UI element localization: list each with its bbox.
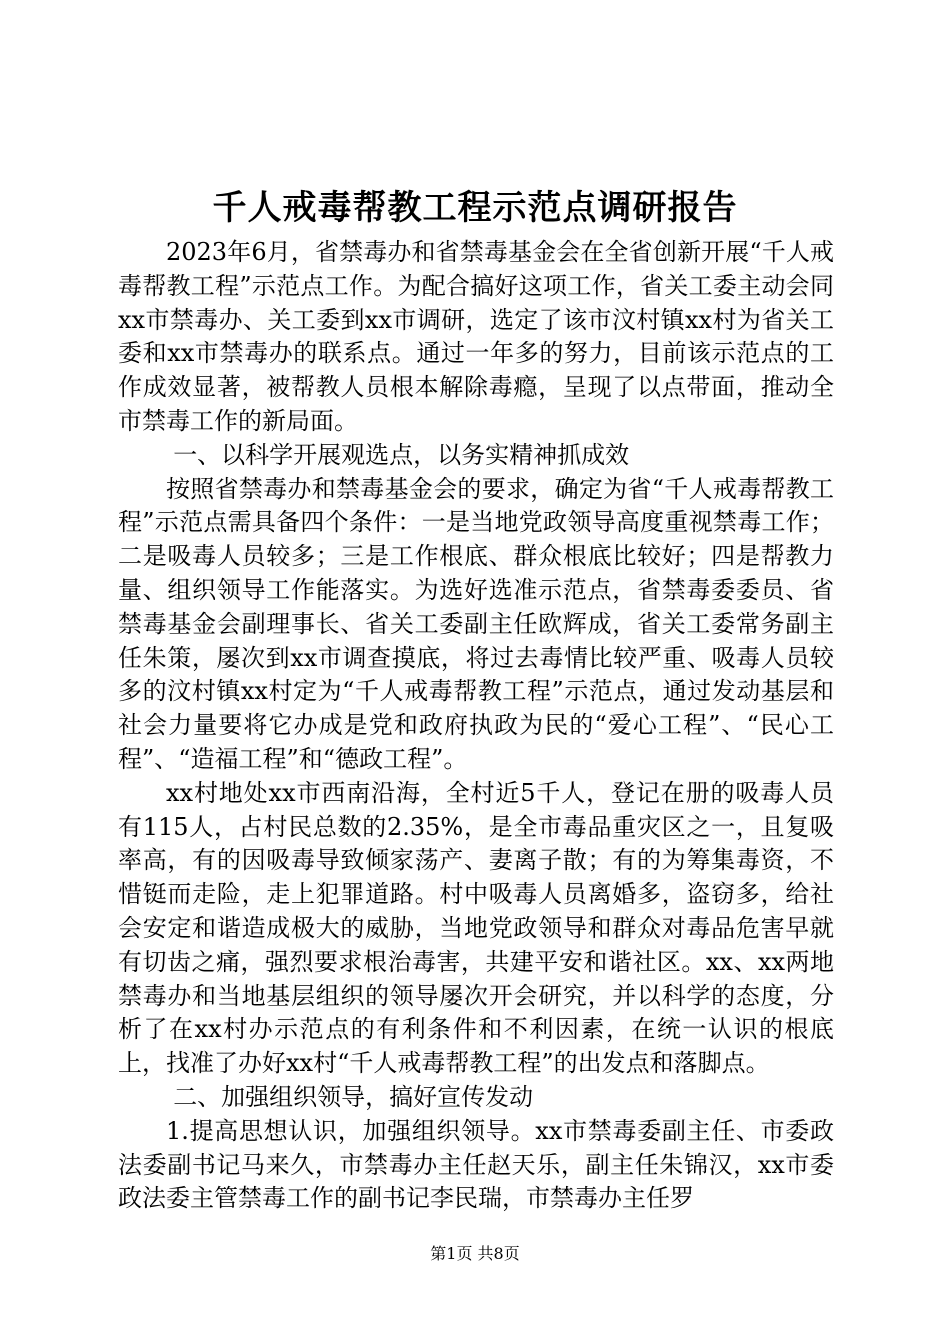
section-heading-2: 二、加强组织领导，搞好宣传发动 <box>173 1082 534 1111</box>
page-number-footer: 第1页 共8页 <box>430 1244 520 1263</box>
paragraph-organization: 1.提高思想认识，加强组织领导。xx市禁毒委副主任、市委政法委副书记马来久，市禁毒办主任赵天乐，副主任朱锦汉，xx市委政法委主管禁毒工作的副书记李民瑞，市禁毒办主任罗 <box>118 1116 834 1213</box>
document-title: 千人戒毒帮教工程示范点调研报告 <box>212 188 738 228</box>
section-heading-1: 一、以科学开展观选点，以务实精神抓成效 <box>173 440 630 469</box>
paragraph-conditions: 按照省禁毒办和禁毒基金会的要求，确定为省“千人戒毒帮教工程”示范点需具备四个条件：一是当地党政领导高度重视禁毒工作；二是吸毒人员较多；三是工作根底、群众根底比较好；四是帮教力量、组织领导工作能落实。为选好选准示范点，省禁毒委委员、省禁毒基金会副理事长、省关工委副主任欧辉成，省关工委常务副主任朱策，屡次到xx市调查摸底，将过去毒情比较严重、吸毒人员较多的汶村镇xx村定为“千人戒毒帮教工程”示范点，通过发动基层和社会力量要将它办成是党和政府执政为民的“爱心工程”、“民心工程”、“造福工程”和“德政工程”。 <box>118 474 834 773</box>
document-body <box>118 236 834 1216</box>
paragraph-intro: 2023年6月，省禁毒办和省禁毒基金会在全省创新开展“千人戒毒帮教工程”示范点工作。为配合搞好这项工作，省关工委主动会同xx市禁毒办、关工委到xx市调研，选定了该市汶村镇xx村为省关工委和xx市禁毒办的联系点。通过一年多的努力，目前该示范点的工作成效显著，被帮教人员根本解除毒瘾，呈现了以点带面，推动全市禁毒工作的新局面。 <box>118 238 834 435</box>
paragraph-village: xx村地处xx市西南沿海，全村近5千人，登记在册的吸毒人员有115人，占村民总数的2.35%，是全市毒品重灾区之一，且复吸率高，有的因吸毒导致倾家荡产、妻离子散；有的为筹集毒资，不惜铤而走险，走上犯罪道路。村中吸毒人员离婚多，盗窃多，给社会安定和谐造成极大的威胁，当地党政领导和群众对毒品危害早就有切齿之痛，强烈要求根治毒害，共建平安和谐社区。xx、xx两地禁毒办和当地基层组织的领导屡次开会研究，并以科学的态度，分析了在xx村办示范点的有利条件和不利因素，在统一认识的根底上，找准了办好xx村“千人戒毒帮教工程”的出发点和落脚点。 <box>118 778 834 1078</box>
